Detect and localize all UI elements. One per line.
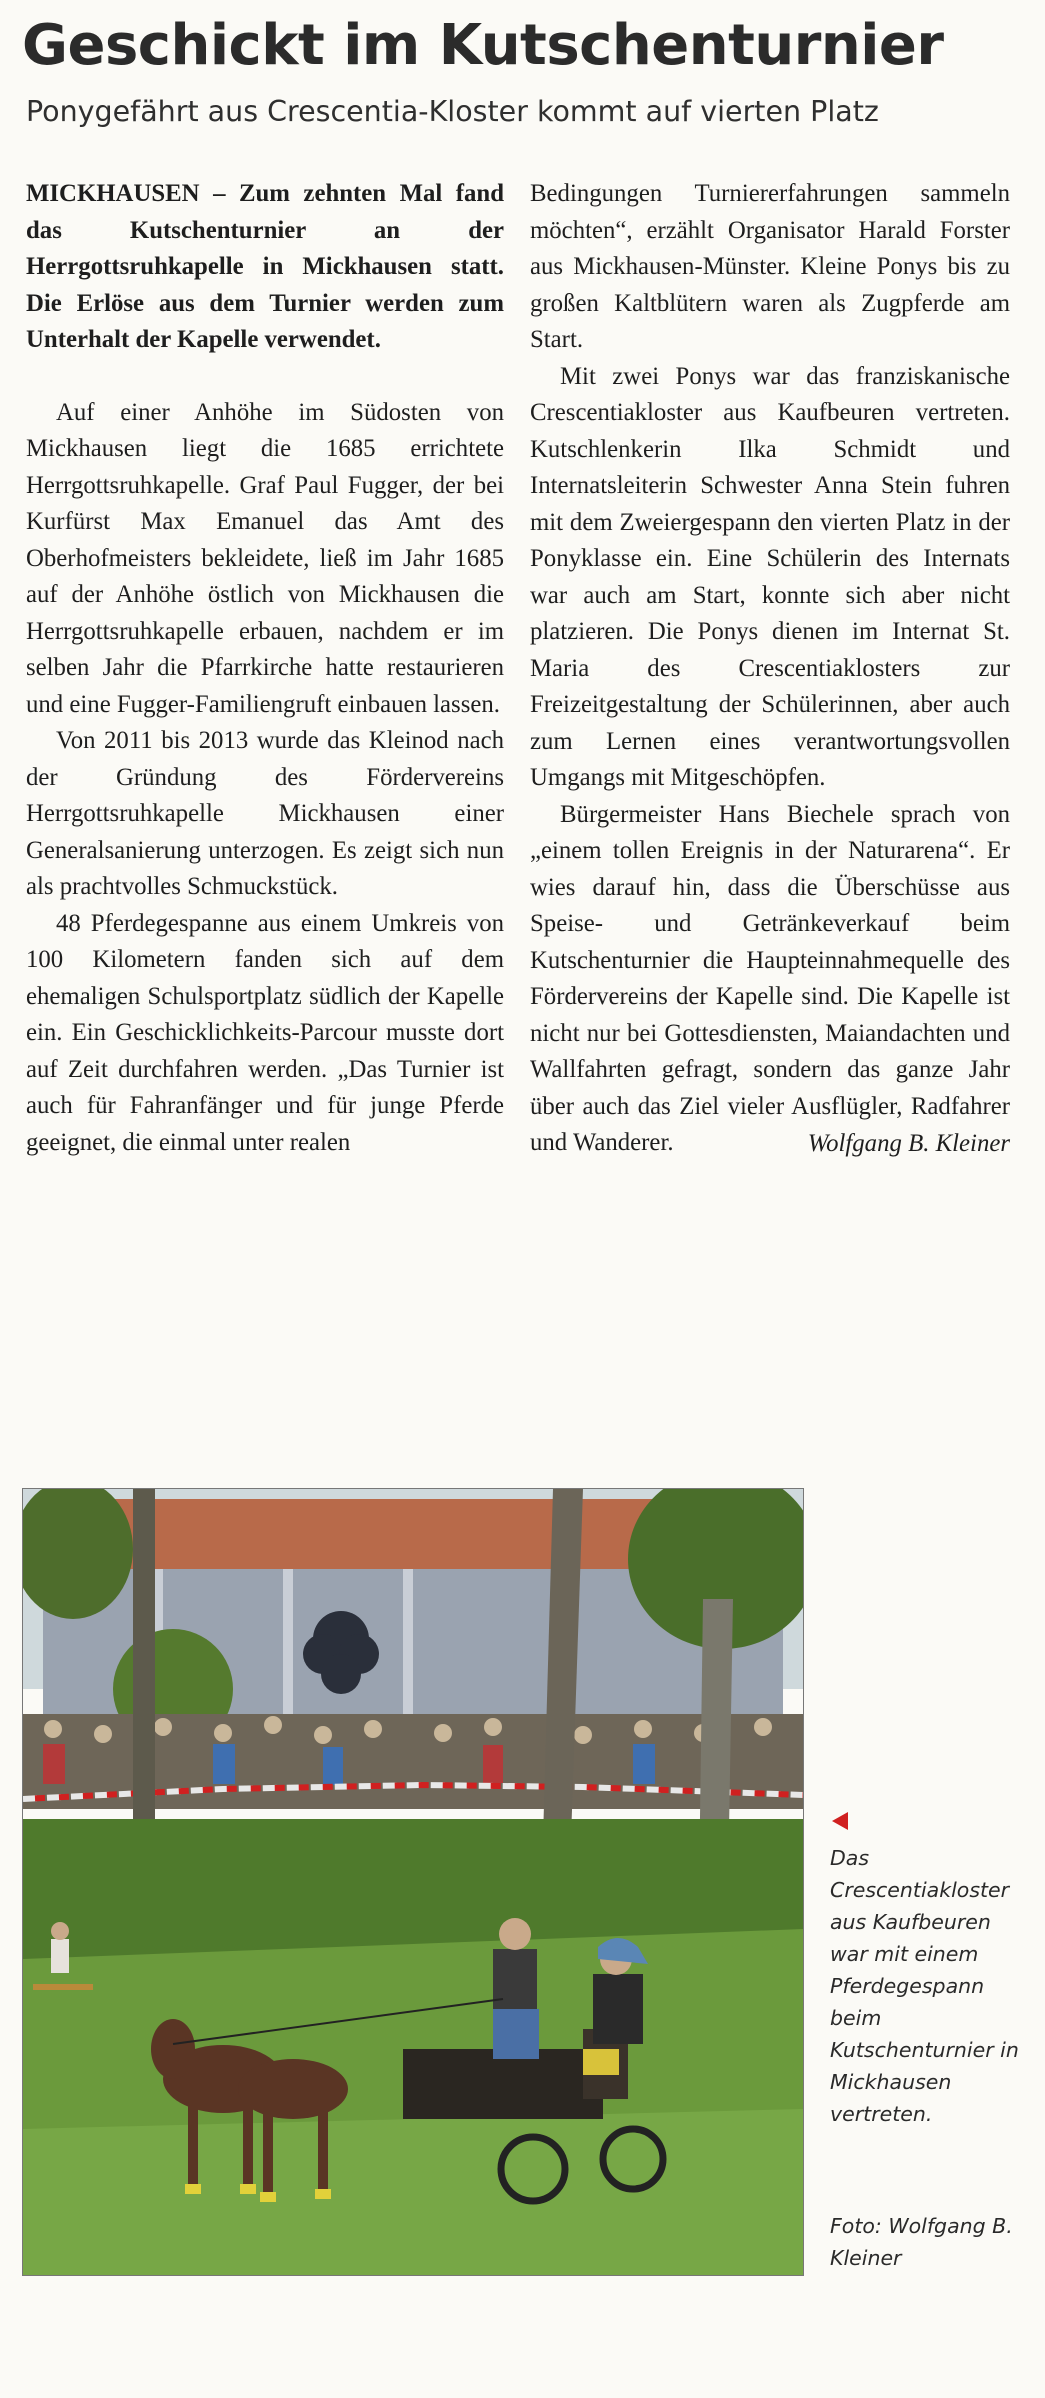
article-headline: Geschickt im Kutschenturnier	[22, 13, 944, 78]
article-photo	[22, 1488, 804, 2276]
article-subheadline: Ponygefährt aus Crescentia-Kloster kommt auf vierten Platz	[26, 95, 879, 128]
photo-caption: Das Crescentiakloster aus Kaufbeuren war mit einem Pferdegespann beim Kutschenturnier in Mickhausen vertreten.	[830, 1846, 1019, 2126]
article-lead: MICKHAUSEN – Zum zehnten Mal fand das Kutschenturnier an der Herrgottsruhkapelle in Mickhausen statt. Die Erlöse aus dem Turnier werden zum Unterhalt der Kapelle verwendet.	[26, 180, 504, 353]
article-column-right	[530, 176, 1010, 1162]
article-paragraph: Bürgermeister Hans Biechele sprach von „einem tollen Ereignis in der Naturarena“. Er wies darauf hin, dass die Überschüsse aus Speise- und Getränkeverkauf beim Kutschenturnier die Haupteinnahmequelle des Fördervereins der Kapelle sind. Die Kapelle ist nicht nur bei Gottesdiensten, Maiandachten und Wallfahrten gefragt, sondern das ganze Jahr über auch das Ziel vieler Ausflügler, Radfahrer und Wanderer.	[530, 800, 1010, 1156]
caption-arrow-icon	[832, 1812, 848, 1830]
photo-illustration	[23, 1489, 803, 2275]
article-author: Wolfgang B. Kleiner	[807, 1129, 1010, 1157]
photo-credit: Foto: Wolfgang B. Kleiner	[830, 2214, 1013, 2270]
article-paragraph: Mit zwei Ponys war das franziskanische Crescentiakloster aus Kaufbeuren vertreten. Kutschlenkerin Ilka Schmidt und Internatsleiterin Schwester Anna Stein fuhren mit dem Zweiergespann den vierten Platz in der Ponyklasse ein. Eine Schülerin des Internats war auch am Start, konnte sich aber nicht platzieren. Die Ponys dienen im Internat St. Maria des Crescentiaklosters zur Freizeitgestaltung der Schülerinnen, aber auch zum Lernen eines verantwortungsvollen Umgangs mit Mitgeschöpfen.	[530, 362, 1010, 791]
article-paragraph-continued: Bedingungen Turniererfahrungen sammeln möchten“, erzählt Organisator Harald Forster aus Mickhausen-Münster. Kleine Ponys bis zu großen Kaltblütern waren als Zugpferde am Start.	[530, 180, 1010, 353]
tree-trunk	[133, 1489, 155, 1859]
article-paragraph: Auf einer Anhöhe im Südosten von Mickhausen liegt die 1685 errichtete Herrgottsruhkapelle. Graf Paul Fugger, der bei Kurfürst Max Emanuel das Amt des Oberhofmeisters bekleidete, ließ im Jahr 1685 auf der Anhöhe östlich von Mickhausen die Herrgottsruhkapelle erbauen, nachdem er im selben Jahr die Pfarrkirche hatte restaurieren und eine Fugger-Familiengruft einbauen lassen.	[26, 398, 504, 718]
article-paragraph: Von 2011 bis 2013 wurde das Kleinod nach der Gründung des Fördervereins Herrgottsruhkapelle Mickhausen einer Generalsanierung unterzogen. Es zeigt sich nun als prachtvolles Schmuckstück.	[26, 727, 504, 900]
article-column-left	[26, 176, 504, 1161]
article-paragraph: 48 Pferdegespanne aus einem Umkreis von 100 Kilometern fanden sich auf dem ehemaligen Schulsportplatz südlich der Kapelle ein. Ein Geschicklichkeits-Parcour musste dort auf Zeit durchfahren werden. „Das Turnier ist auch für Fahranfänger und für junge Pferde geeignet, die einmal unter realen	[26, 909, 504, 1156]
